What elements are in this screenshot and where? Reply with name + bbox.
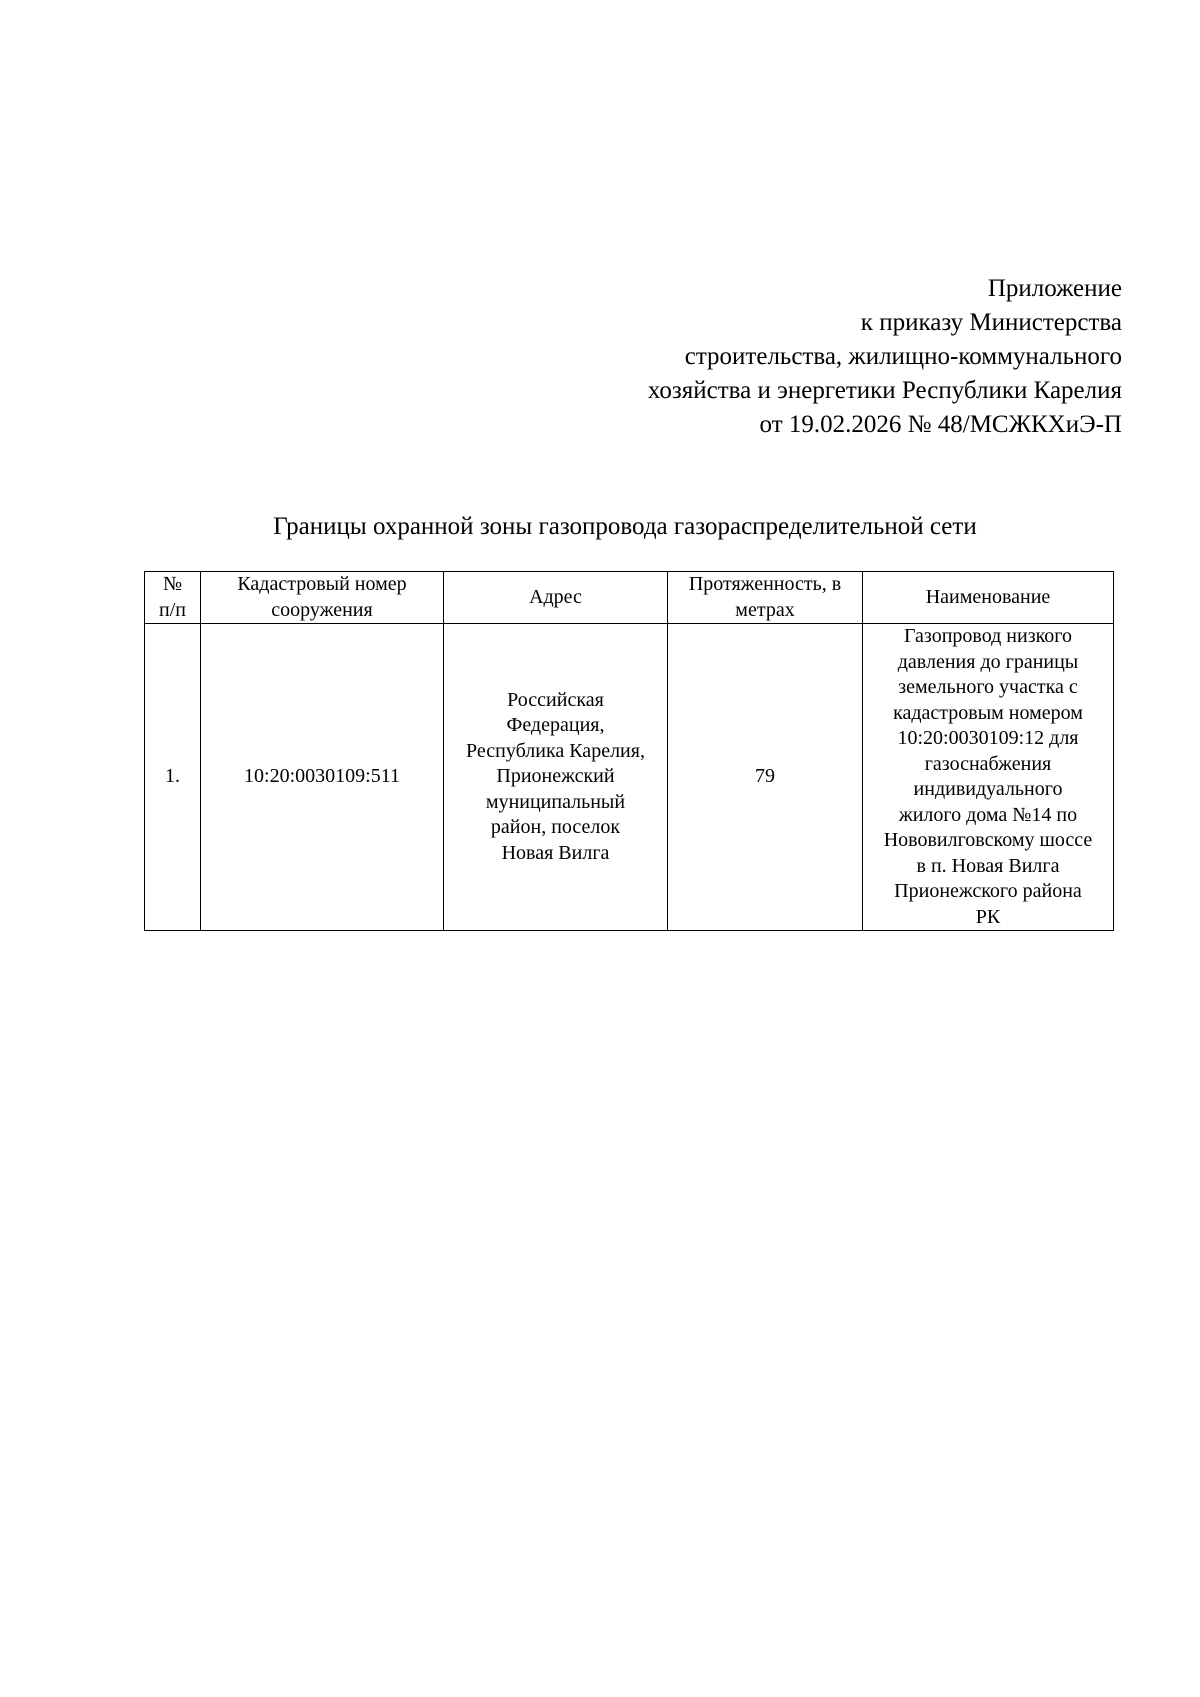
header-name: Наименование <box>863 572 1114 624</box>
cell-address: Российская Федерация, Республика Карелия, Прионежский муниципальный район, поселок Новая Вилга <box>444 624 668 931</box>
appendix-line: к приказу Министерства <box>860 309 1122 336</box>
protection-zone-table <box>144 571 1114 931</box>
cell-number: 1. <box>145 624 201 931</box>
cell-name: Газопровод низкого давления до границы земельного участка с кадастровым номером 10:20:0030109:12 для газоснабжения индивидуального жилого дома №14 по Нововилговскому шоссе в п. Новая Вилга Прионежского района РК <box>863 624 1114 931</box>
header-address: Адрес <box>444 572 668 624</box>
appendix-line: от 19.02.2026 № 48/МСЖКХиЭ-П <box>759 411 1122 438</box>
appendix-line: строительства, жилищно-коммунального <box>684 343 1122 370</box>
cell-cadastral-number: 10:20:0030109:511 <box>201 624 444 931</box>
document-title: Границы охранной зоны газопровода газораспределительной сети <box>273 513 977 540</box>
header-number: № п/п <box>145 572 201 624</box>
header-cadastral-number: Кадастровый номер сооружения <box>201 572 444 624</box>
cell-length: 79 <box>668 624 863 931</box>
table-row <box>145 624 1114 931</box>
table-header-row <box>145 572 1114 624</box>
appendix-header <box>648 272 1122 442</box>
appendix-line: Приложение <box>987 275 1122 302</box>
header-length: Протяженность, в метрах <box>668 572 863 624</box>
appendix-line: хозяйства и энергетики Республики Карелия <box>647 377 1122 404</box>
